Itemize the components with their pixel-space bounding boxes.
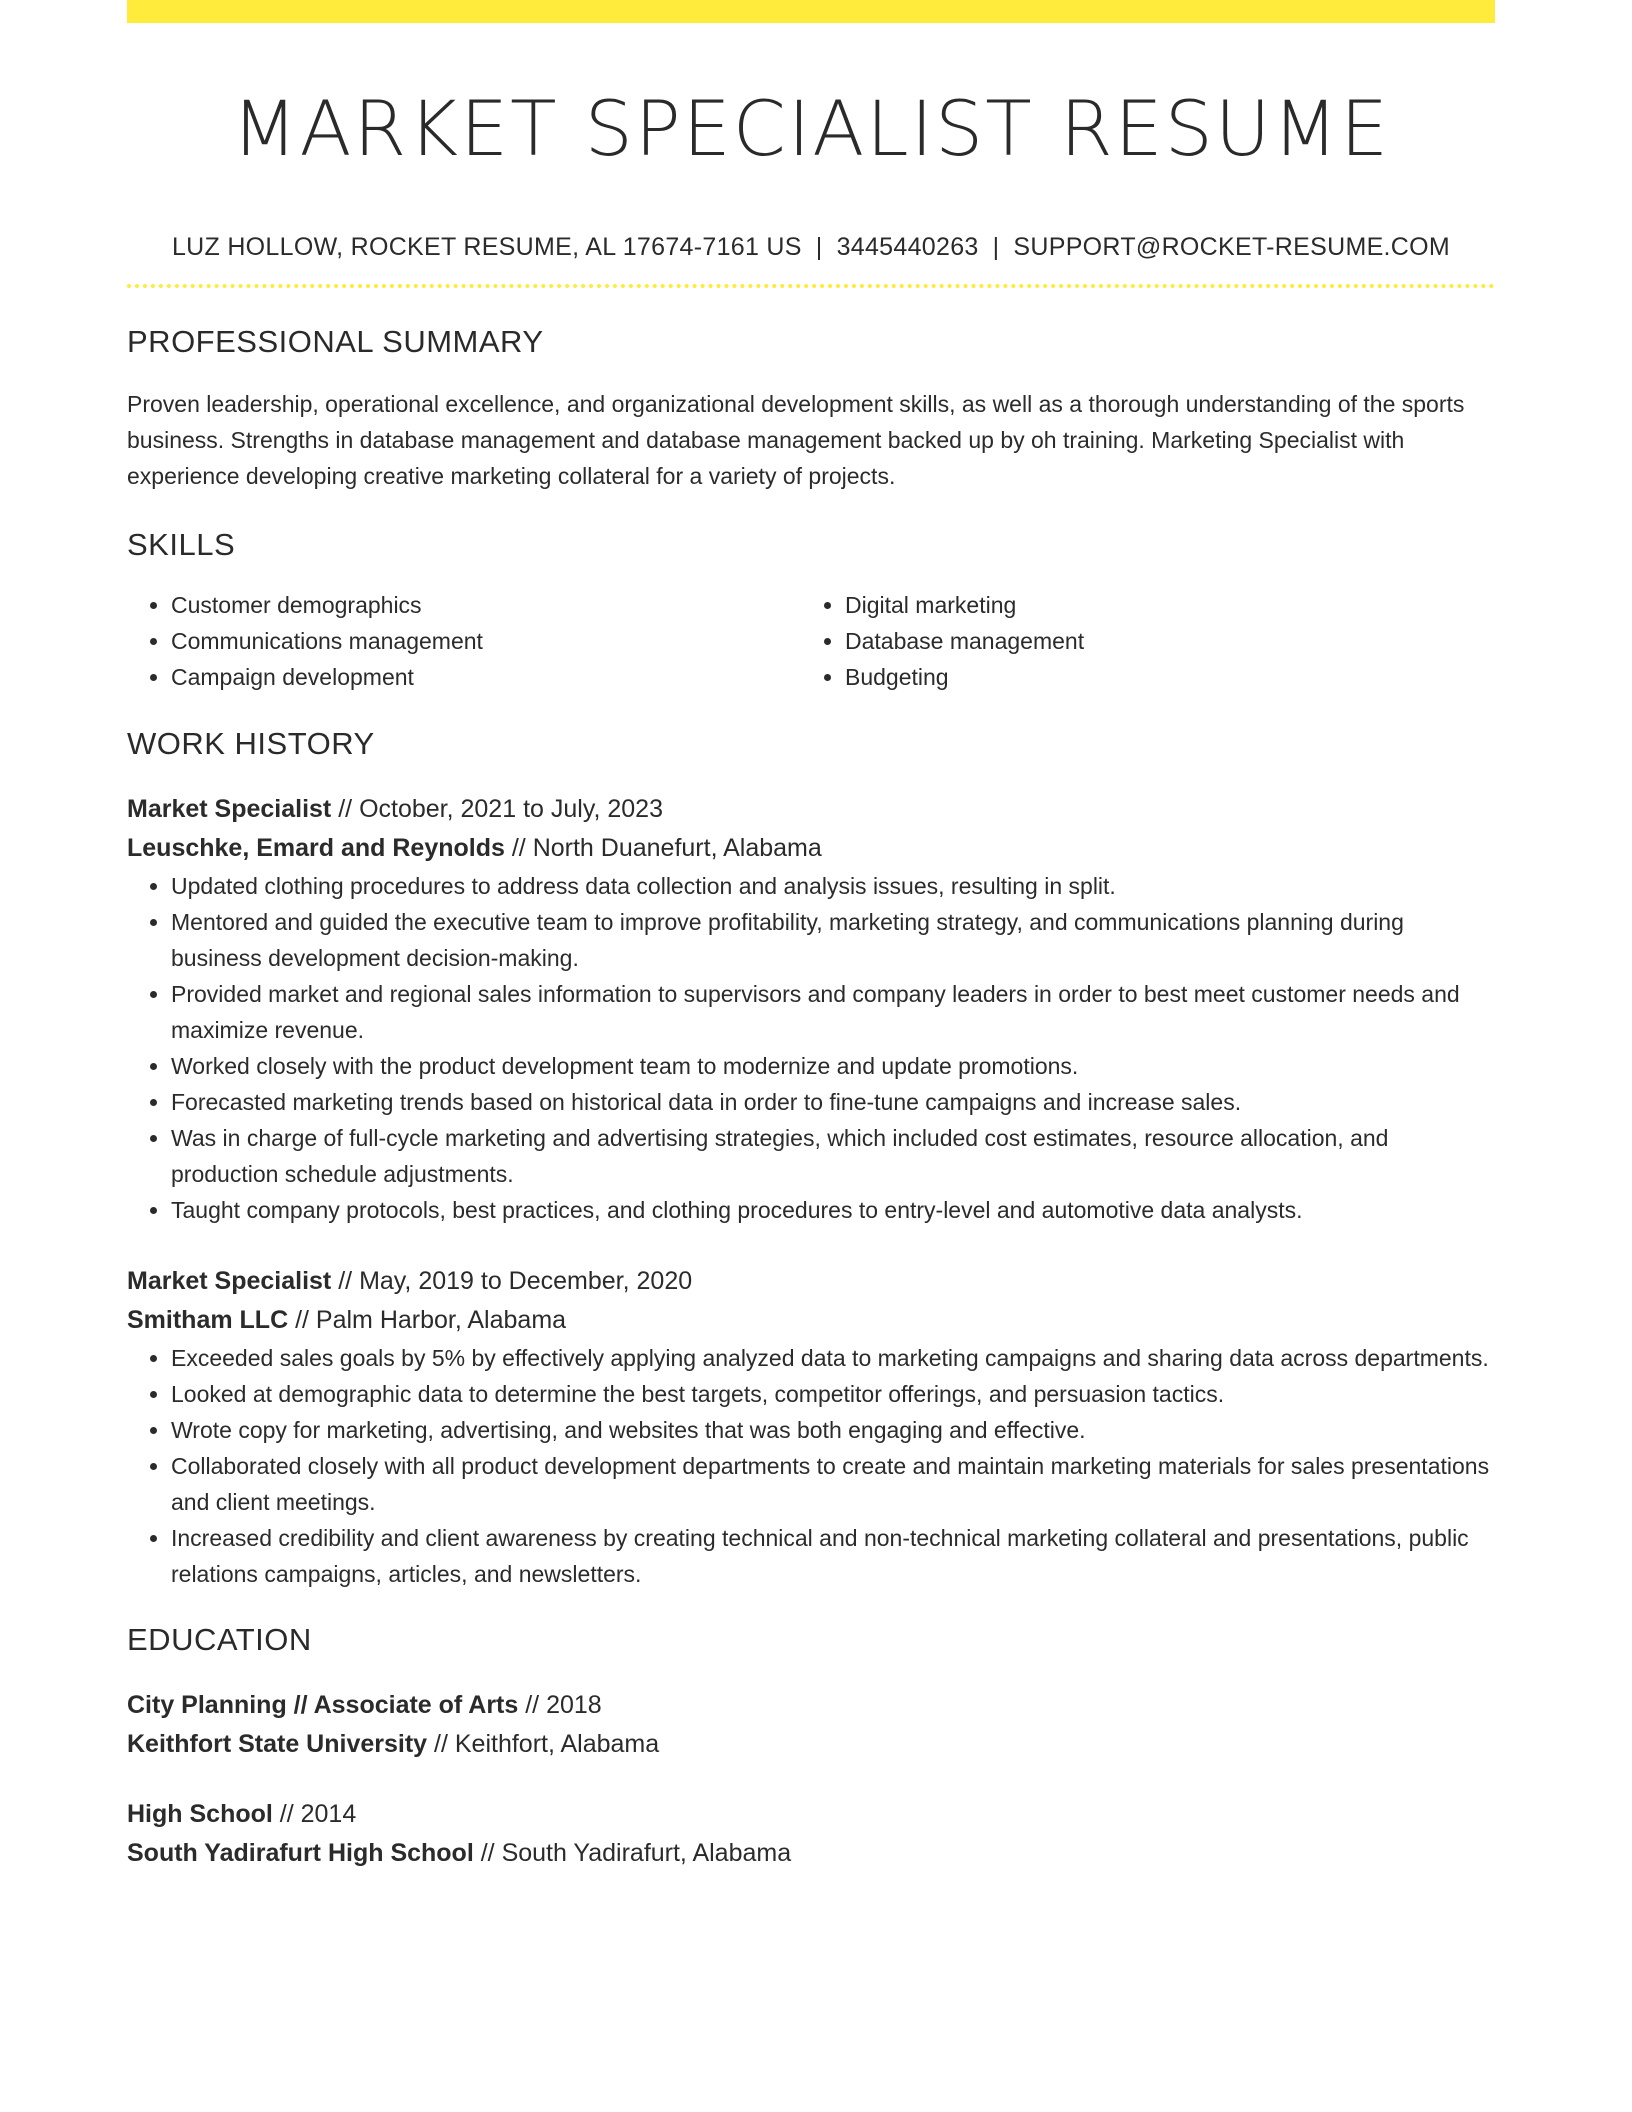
skills-list bbox=[127, 587, 1495, 695]
delimiter: // bbox=[272, 1800, 301, 1829]
delimiter: // bbox=[288, 1306, 316, 1335]
dotted-divider bbox=[127, 284, 1495, 288]
job-title-line bbox=[127, 790, 1495, 829]
education-location: Keithfort, Alabama bbox=[454, 1730, 660, 1759]
job-title: Market Specialist bbox=[127, 795, 332, 824]
education-school-line bbox=[127, 1725, 1495, 1764]
education-location: South Yadirafurt, Alabama bbox=[501, 1839, 792, 1868]
contact-email: SUPPORT@ROCKET-RESUME.COM bbox=[1013, 233, 1451, 262]
education-year: 2014 bbox=[300, 1800, 357, 1829]
skill-item: • Customer demographics bbox=[171, 587, 801, 623]
work-history-heading: WORK HISTORY bbox=[127, 726, 375, 762]
skills-column-right bbox=[801, 587, 1475, 695]
delimiter: // bbox=[504, 834, 533, 863]
duty-item: • Exceeded sales goals by 5% by effectively applying analyzed data to marketing campaigns and sharing data across departments. bbox=[171, 1340, 1495, 1376]
accent-bar bbox=[127, 0, 1495, 23]
job-company: Smitham LLC bbox=[127, 1306, 289, 1335]
summary-heading: PROFESSIONAL SUMMARY bbox=[127, 324, 544, 360]
education-school-line bbox=[127, 1834, 1495, 1873]
duty-item: • Provided market and regional sales information to supervisors and company leaders in order to best meet customer needs and maximize revenue. bbox=[171, 976, 1495, 1048]
job-duties bbox=[127, 1340, 1495, 1592]
summary-text: Proven leadership, operational excellence, and organizational development skills, as well as a thorough understanding of the sports business. Strengths in database management and database management backed up by oh training. Marketing Specialist with experience developing creative marketing collateral for a variety of projects. bbox=[127, 391, 1465, 490]
education-school: Keithfort State University bbox=[127, 1730, 428, 1759]
skill-item: • Database management bbox=[845, 623, 1475, 659]
education-entry bbox=[127, 1686, 1495, 1764]
delimiter: // bbox=[331, 795, 360, 824]
job-company-line bbox=[127, 829, 1495, 868]
duty-item: • Worked closely with the product development team to modernize and update promotions. bbox=[171, 1048, 1495, 1084]
job-company-line bbox=[127, 1301, 1495, 1340]
resume-page bbox=[127, 0, 1495, 1873]
job-dates: May, 2019 to December, 2020 bbox=[359, 1267, 693, 1296]
skills-column-left bbox=[127, 587, 801, 695]
delimiter: // bbox=[331, 1267, 360, 1296]
duty-item: • Increased credibility and client awareness by creating technical and non-technical marketing collateral and presentations, public relations campaigns, articles, and newsletters. bbox=[171, 1520, 1495, 1592]
skill-item: • Campaign development bbox=[171, 659, 801, 695]
job-location: Palm Harbor, Alabama bbox=[315, 1306, 567, 1335]
duty-item: • Wrote copy for marketing, advertising, and websites that was both engaging and effective. bbox=[171, 1412, 1495, 1448]
contact-separator: | bbox=[992, 233, 1000, 262]
delimiter: // bbox=[427, 1730, 455, 1759]
education-degree: High School bbox=[127, 1800, 273, 1829]
duty-item: • Taught company protocols, best practices, and clothing procedures to entry-level and automotive data analysts. bbox=[171, 1192, 1495, 1228]
education-year: 2018 bbox=[546, 1691, 602, 1720]
education-degree-line bbox=[127, 1795, 1495, 1834]
delimiter: // bbox=[518, 1691, 547, 1720]
education-degree-line bbox=[127, 1686, 1495, 1725]
skill-item: • Digital marketing bbox=[845, 587, 1475, 623]
job-entry bbox=[127, 1262, 1495, 1592]
duty-item: • Updated clothing procedures to address data collection and analysis issues, resulting in split. bbox=[171, 868, 1495, 904]
education-heading: EDUCATION bbox=[127, 1622, 312, 1658]
duty-item: • Was in charge of full-cycle marketing and advertising strategies, which included cost estimates, resource allocation, and production schedule adjustments. bbox=[171, 1120, 1495, 1192]
job-location: North Duanefurt, Alabama bbox=[532, 834, 822, 863]
duty-item: • Mentored and guided the executive team to improve profitability, marketing strategy, and communications planning during business development decision-making. bbox=[171, 904, 1495, 976]
duty-item: • Forecasted marketing trends based on historical data in order to fine-tune campaigns and increase sales. bbox=[171, 1084, 1495, 1120]
contact-address: LUZ HOLLOW, ROCKET RESUME, AL 17674-7161 US bbox=[171, 233, 802, 262]
contact-phone: 3445440263 bbox=[836, 233, 979, 262]
duty-item: • Looked at demographic data to determine the best targets, competitor offerings, and persuasion tactics. bbox=[171, 1376, 1495, 1412]
page-title: MARKET SPECIALIST RESUME bbox=[231, 84, 1391, 173]
contact-separator: | bbox=[815, 233, 823, 262]
job-duties bbox=[127, 868, 1495, 1228]
education-school: South Yadirafurt High School bbox=[127, 1839, 474, 1868]
job-title-line bbox=[127, 1262, 1495, 1301]
duty-item: • Collaborated closely with all product development departments to create and maintain marketing materials for sales presentations and client meetings. bbox=[171, 1448, 1495, 1520]
skill-item: • Communications management bbox=[171, 623, 801, 659]
job-dates: October, 2021 to July, 2023 bbox=[359, 795, 663, 824]
job-title: Market Specialist bbox=[127, 1267, 332, 1296]
skill-item: • Budgeting bbox=[845, 659, 1475, 695]
education-entry bbox=[127, 1795, 1495, 1873]
job-entry bbox=[127, 790, 1495, 1228]
delimiter: // bbox=[473, 1839, 502, 1868]
contact-line bbox=[127, 229, 1495, 265]
job-company: Leuschke, Emard and Reynolds bbox=[127, 834, 505, 863]
education-degree: City Planning // Associate of Arts bbox=[127, 1691, 519, 1720]
skills-heading: SKILLS bbox=[127, 527, 236, 563]
